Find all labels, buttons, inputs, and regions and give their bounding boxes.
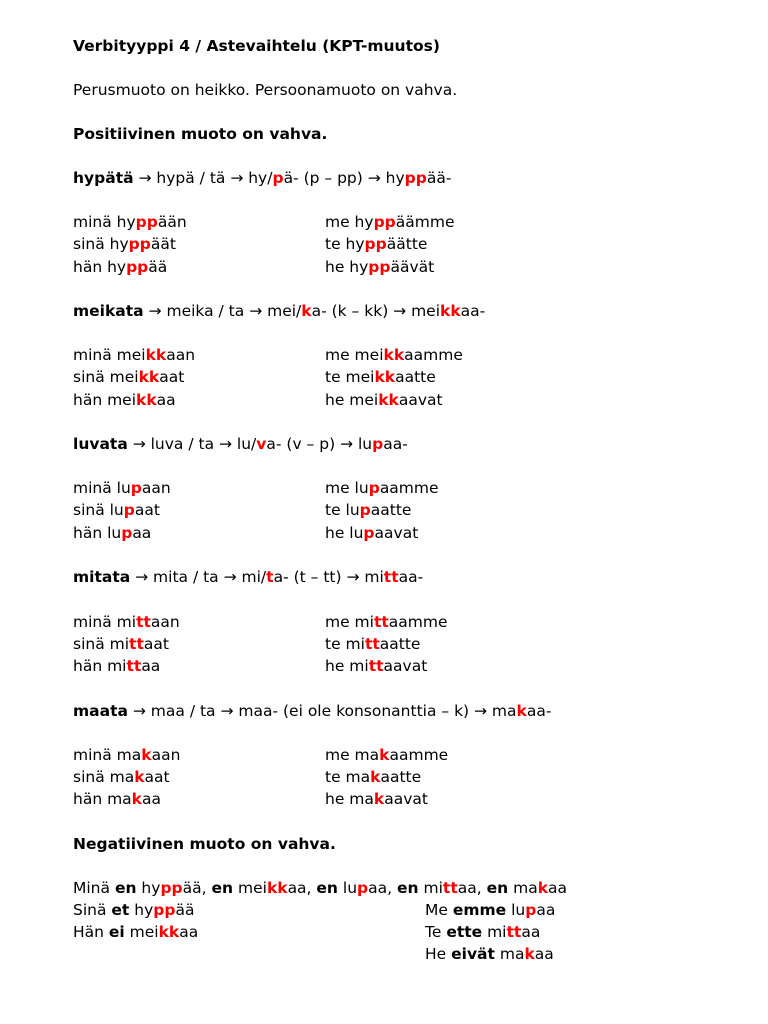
intro-text: Perusmuoto on heikko. Persoonamuoto on vahva. [73, 81, 458, 99]
conjugation-singular: minä meikkaan [73, 346, 196, 364]
conjugation-singular: minä lupaan [73, 479, 171, 497]
negative-line-me: Me emme lupaa [425, 901, 556, 919]
conjugation-plural: he meikkaavat [325, 391, 443, 409]
verb-derivation: meikata → meika / ta → mei/ka- (k – kk) → meikkaa- [73, 302, 486, 320]
conjugation-singular: sinä makaat [73, 768, 170, 786]
conjugation-singular: hän lupaa [73, 524, 152, 542]
negative-heading: Negatiivinen muoto on vahva. [73, 835, 336, 853]
negative-line-han: Hän ei meikkaa [73, 923, 199, 941]
conjugation-singular: minä makaan [73, 746, 181, 764]
conjugation-singular: hän mittaa [73, 657, 161, 675]
conjugation-plural: te makaatte [325, 768, 422, 786]
verb-derivation: maata → maa / ta → maa- (ei ole konsonanttia – k) → makaa- [73, 702, 552, 720]
conjugation-singular: minä hyppään [73, 213, 187, 231]
page-title: Verbityyppi 4 / Astevaihtelu (KPT-muutos) [73, 37, 440, 55]
negative-line-mina: Minä en hyppää, en meikkaa, en lupaa, en mittaa, en makaa [73, 879, 568, 897]
negative-line-te: Te ette mittaa [425, 923, 541, 941]
conjugation-singular: sinä hyppäät [73, 235, 176, 253]
conjugation-singular: minä mittaan [73, 613, 180, 631]
conjugation-plural: he mittaavat [325, 657, 428, 675]
conjugation-plural: me mittaamme [325, 613, 448, 631]
conjugation-singular: hän meikkaa [73, 391, 176, 409]
conjugation-plural: me hyppäämme [325, 213, 455, 231]
negative-line-he: He eivät makaa [425, 945, 554, 963]
conjugation-plural: te lupaatte [325, 501, 412, 519]
conjugation-plural: te hyppäätte [325, 235, 428, 253]
positive-heading: Positiivinen muoto on vahva. [73, 125, 328, 143]
verb-derivation: mitata → mita / ta → mi/ta- (t – tt) → mittaa- [73, 568, 424, 586]
conjugation-plural: he makaavat [325, 790, 428, 808]
conjugation-singular: sinä meikkaat [73, 368, 185, 386]
conjugation-plural: te meikkaatte [325, 368, 436, 386]
conjugation-plural: me lupaamme [325, 479, 439, 497]
verb-derivation: hypätä → hypä / tä → hy/pä- (p – pp) → hyppää- [73, 169, 452, 187]
conjugation-plural: he lupaavat [325, 524, 419, 542]
conjugation-singular: sinä lupaat [73, 501, 160, 519]
conjugation-plural: he hyppäävät [325, 258, 435, 276]
conjugation-singular: hän makaa [73, 790, 161, 808]
conjugation-plural: te mittaatte [325, 635, 421, 653]
negative-line-sina: Sinä et hyppää [73, 901, 195, 919]
conjugation-singular: sinä mittaat [73, 635, 169, 653]
conjugation-plural: me makaamme [325, 746, 449, 764]
conjugation-singular: hän hyppää [73, 258, 168, 276]
verb-derivation: luvata → luva / ta → lu/va- (v – p) → lupaa- [73, 435, 408, 453]
conjugation-plural: me meikkaamme [325, 346, 463, 364]
